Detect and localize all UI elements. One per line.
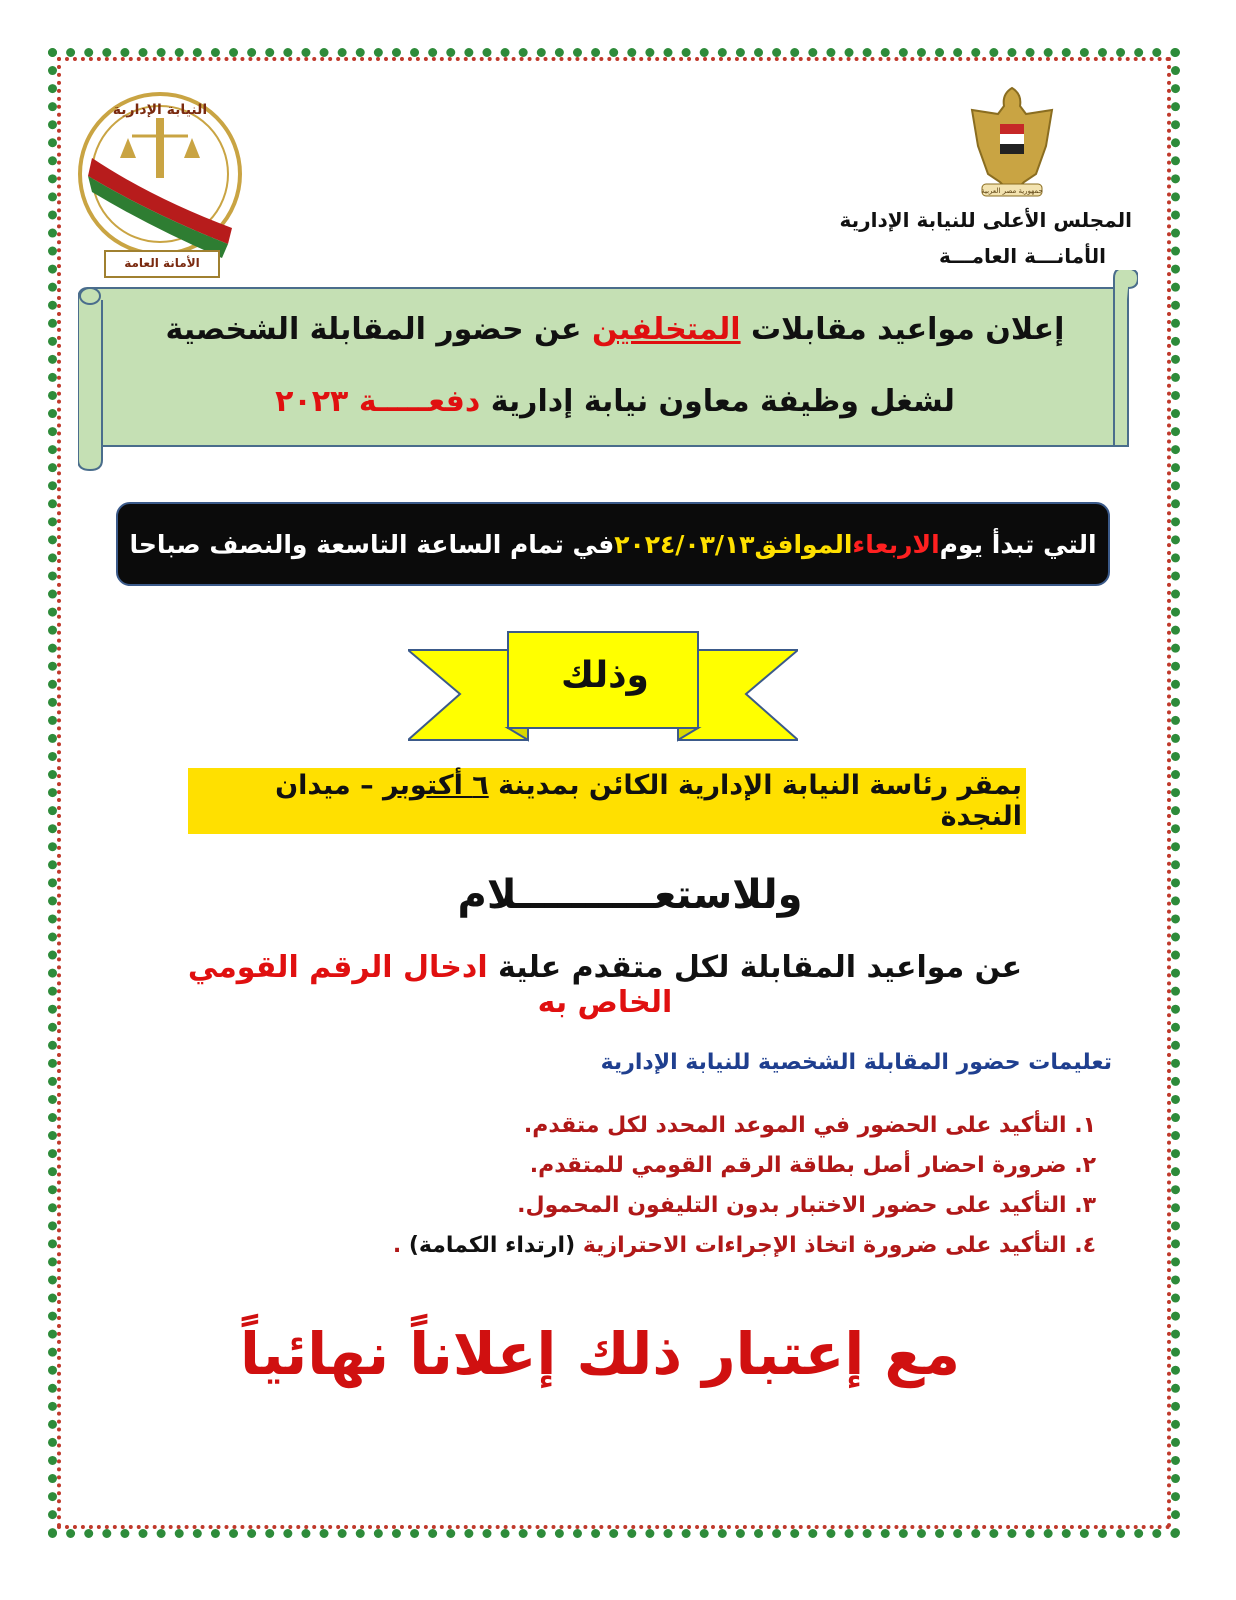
list-item: ١. التأكيد على الحضور في الموعد المحدد لكل متقدم. — [523, 1113, 1096, 1138]
instructions-title: تعليمات حضور المقابلة الشخصية للنيابة الإدارية — [600, 1050, 1112, 1075]
final-notice: مع إعتبار ذلك إعلاناً نهائياً — [239, 1320, 961, 1388]
egypt-eagle-emblem-icon — [966, 84, 1058, 200]
banner-title-line1: إعلان مواعيد مقابلات المتخلفين عن حضور المقابلة الشخصية — [165, 312, 1065, 347]
list-item: ٤. التأكيد على ضرورة اتخاذ الإجراءات الاحترازية (ارتداء الكمامة) . — [392, 1233, 1096, 1258]
schedule-bar: التي تبدأ يوم الاربعاء الموافق ٢٠٢٤/٠٣/١٣ في تمام الساعة التاسعة والنصف صباحا — [116, 502, 1110, 586]
seal-caption: الأمانة العامة — [104, 250, 220, 278]
instructions-list — [392, 1106, 1096, 1266]
general-secretariat: الأمانـــة العامـــة — [938, 244, 1106, 268]
council-name: المجلس الأعلى للنيابة الإدارية — [839, 208, 1132, 232]
list-item: ٣. التأكيد على حضور الاختبار بدون التليفون المحمول. — [517, 1193, 1096, 1218]
emblem-caption: جمهورية مصر العربية — [981, 187, 1043, 195]
seal-title: النيابة الإدارية — [112, 102, 208, 118]
ribbon-text: وذلك — [561, 655, 649, 696]
inquiry-detail: عن مواعيد المقابلة لكل متقدم علية ادخال الرقم القومي الخاص به — [187, 950, 1023, 1020]
list-item: ٢. ضرورة احضار أصل بطاقة الرقم القومي للمتقدم. — [529, 1153, 1096, 1178]
banner-title-line2: لشغل وظيفة معاون نيابة إدارية دفعـــــة ٢٠٢٣ — [275, 384, 955, 419]
location-bar — [188, 770, 1026, 832]
inquiry-title: وللاستعــــــــــلام — [457, 872, 803, 918]
title-scroll-banner — [78, 270, 1138, 475]
location-text: بمقر رئاسة النيابة الإدارية الكائن بمدينة ٦ أكتوبر – ميدان النجدة — [188, 768, 1026, 834]
